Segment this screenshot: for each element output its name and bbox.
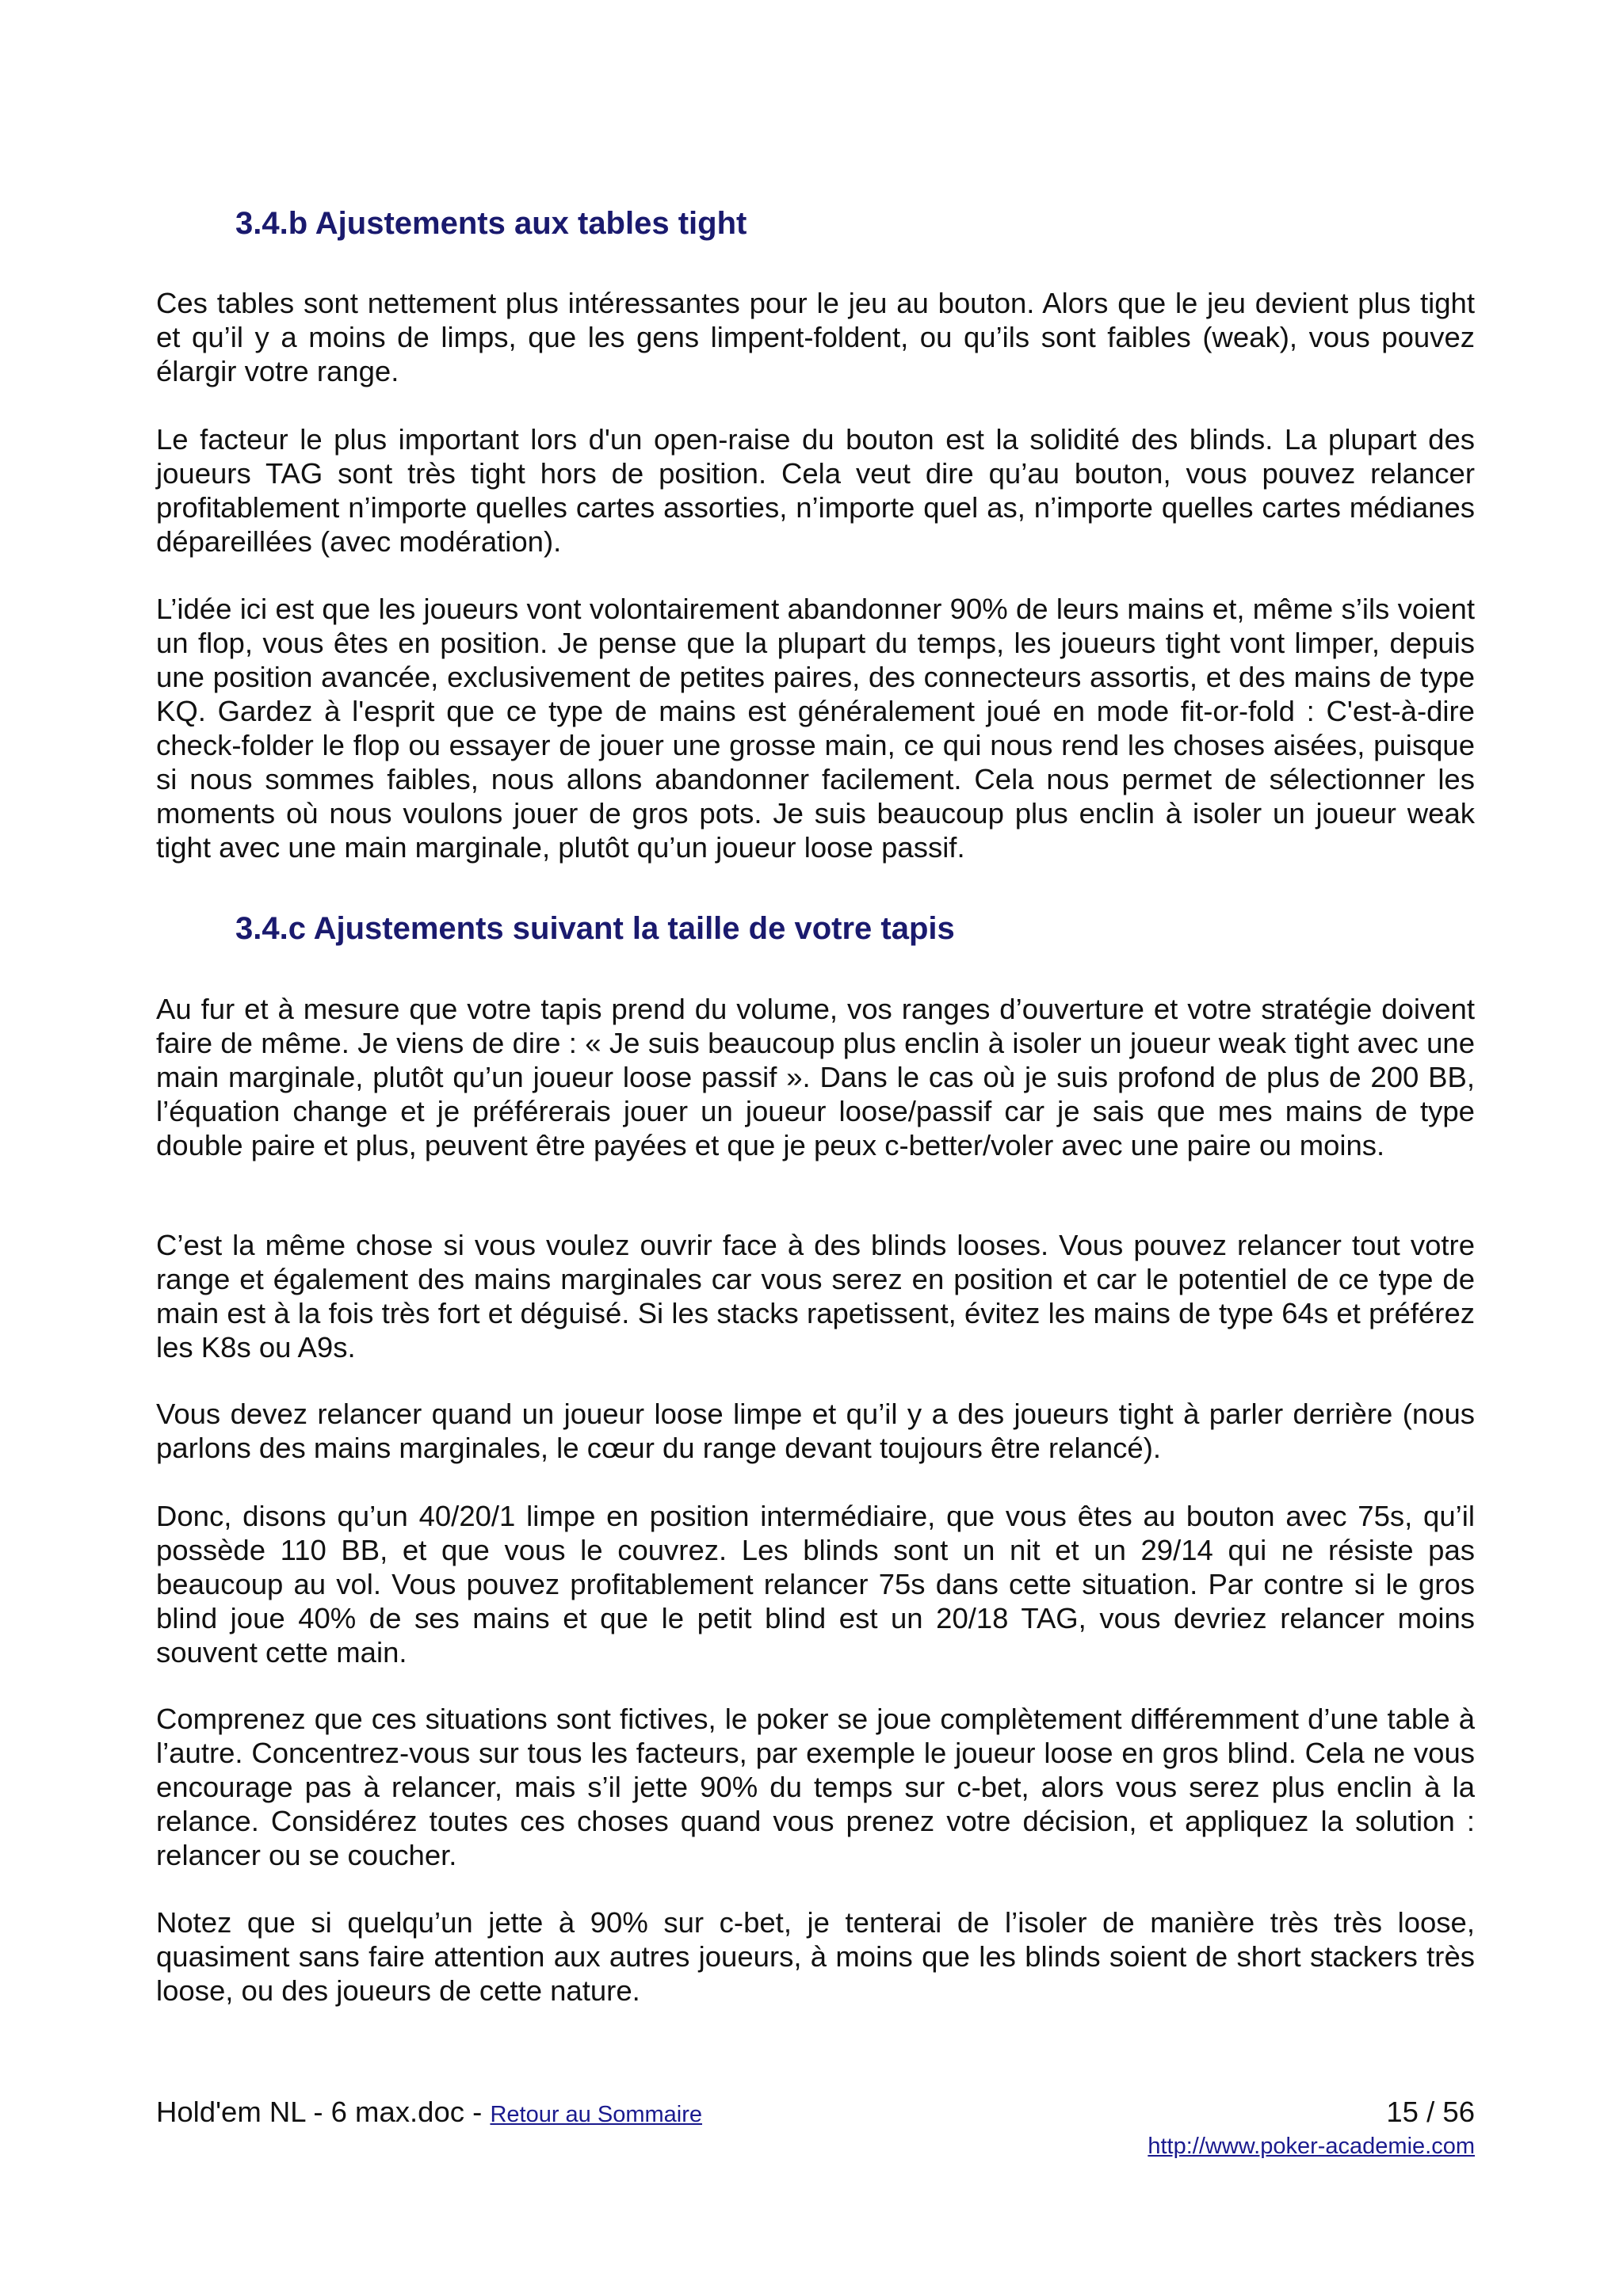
toc-link[interactable]: Retour au Sommaire <box>490 2102 703 2127</box>
paragraph: L’idée ici est que les joueurs vont volontairement abandonner 90% de leurs mains et, même s’ils voient un flop, vous êtes en position. Je pense que la plupart du temps, les joueurs tight vont limper, depuis une position avancée, exclusivement de petites paires, des connecteurs assortis, et des mains de type KQ. Gardez à l'esprit que ce type de mains est généralement joué en mode fit-or-fold : C'est-à-dire check-folder le flop ou essayer de jouer une grosse main, ce qui nous rend les choses aisées, puisque si nous sommes faibles, nous allons abandonner facilement. Cela nous permet de sélectionner les moments où nous voulons jouer de gros pots. Je suis beaucoup plus enclin à isoler un joueur weak tight avec une main marginale, plutôt qu’un joueur loose passif. <box>156 593 1475 864</box>
paragraph: Ces tables sont nettement plus intéressantes pour le jeu au bouton. Alors que le jeu devient plus tight et qu’il y a moins de limps, que les gens limpent-foldent, ou qu’ils sont faibles (weak), vous pouvez élargir votre range. <box>156 287 1475 387</box>
paragraph: Notez que si quelqu’un jette à 90% sur c-bet, je tenterai de l’isoler de manière très très loose, quasiment sans faire attention aux autres joueurs, à moins que les blinds soient de short stackers très loose, ou des joueurs de cette nature. <box>156 1906 1475 2007</box>
footer-doc-title <box>156 2095 702 2132</box>
paragraph: Vous devez relancer quand un joueur loose limpe et qu’il y a des joueurs tight à parler derrière (nous parlons des mains marginales, le cœur du range devant toujours être relancé). <box>156 1398 1475 1464</box>
paragraph: Donc, disons qu’un 40/20/1 limpe en position intermédiaire, que vous êtes au bouton avec 75s, qu’il possède 110 BB, et que vous le couvrez. Les blinds sont un nit et un 29/14 qui ne résiste pas beaucoup au vol. Vous pouvez profitablement relancer 75s dans cette situation. Par contre si le gros blind joue 40% de ses mains et que le petit blind est un 20/18 TAG, vous devriez relancer moins souvent cette main. <box>156 1500 1475 1669</box>
paragraph: Le facteur le plus important lors d'un open-raise du bouton est la solidité des blinds. La plupart des joueurs TAG sont très tight hors de position. Cela veut dire qu’au bouton, vous pouvez relancer profitablement n’importe quelles cartes assorties, n’importe quel as, n’importe quelles cartes médianes dépareillées (avec modération). <box>156 423 1475 558</box>
paragraph: Comprenez que ces situations sont fictives, le poker se joue complètement différemment d’une table à l’autre. Concentrez-vous sur tous les facteurs, par exemple le joueur loose en gros blind. Cela ne vous encourage pas à relancer, mais s’il jette 90% du temps sur c-bet, alors vous serez plus enclin à la relance. Considérez toutes ces choses quand vous prenez votre décision, et appliquez la solution : relancer ou se coucher. <box>156 1703 1475 1871</box>
section-heading-tight-tables: 3.4.b Ajustements aux tables tight <box>235 206 747 241</box>
site-url-link[interactable]: http://www.poker-academie.com <box>1148 2134 1475 2159</box>
paragraph: Au fur et à mesure que votre tapis prend du volume, vos ranges d’ouverture et votre stratégie doivent faire de même. Je viens de dire : « Je suis beaucoup plus enclin à isoler un joueur weak tight avec une main marginale, plutôt qu’un joueur loose passif ». Dans le cas où je suis profond de plus de 200 BB, l’équation change et je préférerais jouer un joueur loose/passif car je sais que mes mains de type double paire et plus, peuvent être payées et que je peux c-better/voler avec une paire ou moins. <box>156 993 1475 1161</box>
paragraph: C’est la même chose si vous voulez ouvrir face à des blinds looses. Vous pouvez relancer tout votre range et également des mains marginales car vous serez en position et car le potentiel de ce type de main est à la fois très fort et déguisé. Si les stacks rapetissent, évitez les mains de type 64s et préférez les K8s ou A9s. <box>156 1229 1475 1363</box>
page-number: 15 / 56 <box>1386 2096 1475 2128</box>
section-heading-stack-size: 3.4.c Ajustements suivant la taille de votre tapis <box>235 911 955 946</box>
footer-doc-name: Hold'em NL - 6 max.doc - <box>156 2096 491 2128</box>
